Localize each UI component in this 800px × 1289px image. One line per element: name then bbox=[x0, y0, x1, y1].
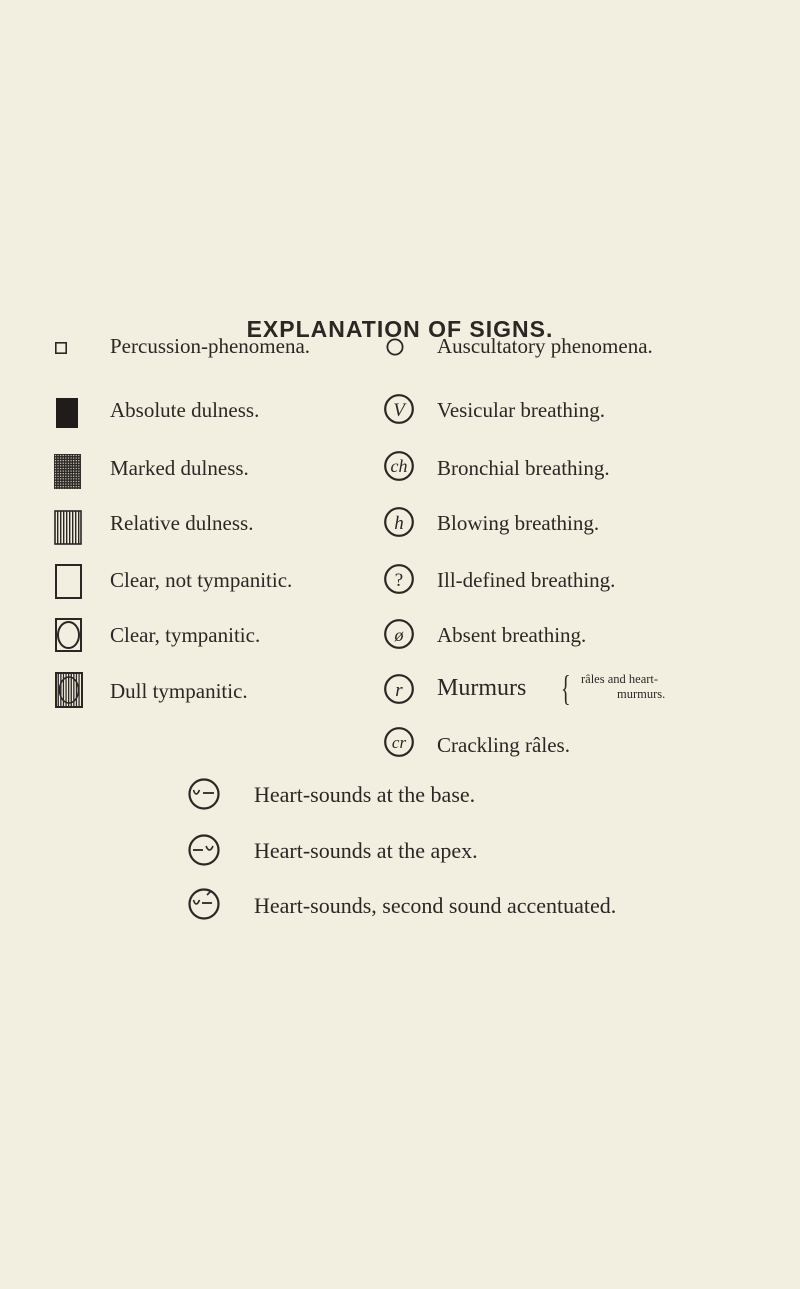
auscultation-label-murmurs: Murmurs bbox=[437, 675, 527, 701]
blowing-breathing-icon bbox=[383, 505, 415, 539]
percussion-label-absolute: Absolute dulness. bbox=[110, 398, 260, 422]
percussion-header: Percussion-phenomena. bbox=[110, 334, 311, 358]
heart-label-base: Heart-sounds at the base. bbox=[254, 782, 476, 807]
auscultation-label-ill-defined: Ill-defined breathing. bbox=[437, 568, 616, 592]
auscultation-label-bronchial: Bronchial breathing. bbox=[437, 456, 610, 480]
clear-tympanitic-icon bbox=[55, 618, 82, 652]
symbol-letter: h bbox=[394, 513, 404, 534]
symbol-letter: V bbox=[393, 400, 405, 421]
clear-not-tympanitic-icon bbox=[55, 564, 82, 599]
symbol-letter: ø bbox=[394, 625, 404, 645]
auscultation-label-blowing: Blowing breathing. bbox=[437, 511, 600, 535]
absent-breathing-icon bbox=[383, 617, 415, 651]
percussion-label-dull-tympanitic: Dull tympanitic. bbox=[110, 679, 248, 703]
page-title: EXPLANATION OF SIGNS. bbox=[246, 316, 554, 342]
percussion-header-square-icon bbox=[55, 342, 67, 354]
symbol-letter: ch bbox=[390, 456, 408, 476]
heart-sounds-accentuated-icon bbox=[187, 885, 221, 925]
absolute-dulness-icon bbox=[56, 398, 78, 428]
relative-dulness-icon bbox=[54, 510, 82, 545]
symbol-letter: cr bbox=[391, 733, 407, 752]
murmurs-detail-2: murmurs. bbox=[617, 687, 666, 701]
murmurs-icon bbox=[383, 672, 415, 706]
heart-sounds-apex-icon bbox=[187, 832, 221, 868]
auscultation-label-vesicular: Vesicular breathing. bbox=[437, 398, 605, 422]
bronchial-breathing-icon bbox=[383, 449, 415, 483]
symbol-letter: r bbox=[395, 680, 403, 701]
percussion-label-marked: Marked dulness. bbox=[110, 456, 249, 480]
marked-dulness-icon bbox=[54, 454, 81, 489]
brace-icon: { bbox=[561, 668, 571, 708]
percussion-label-clear-tympanitic: Clear, tympanitic. bbox=[110, 623, 261, 647]
crackling-rales-icon bbox=[383, 725, 415, 759]
auscultation-header-circle-icon bbox=[386, 338, 404, 356]
vesicular-breathing-icon bbox=[383, 392, 415, 426]
dull-tympanitic-icon bbox=[55, 672, 83, 708]
symbol-letter: ? bbox=[394, 570, 404, 591]
murmurs-detail-1: râles and heart- bbox=[581, 672, 659, 686]
percussion-label-clear: Clear, not tympanitic. bbox=[110, 568, 293, 592]
heart-label-accentuated: Heart-sounds, second sound accentuated. bbox=[254, 893, 617, 918]
heart-sounds-base-icon bbox=[187, 776, 221, 812]
auscultation-header: Auscultatory phenomena. bbox=[437, 334, 653, 358]
heart-label-apex: Heart-sounds at the apex. bbox=[254, 838, 478, 863]
auscultation-label-crackling: Crackling râles. bbox=[437, 733, 570, 757]
ill-defined-breathing-icon bbox=[383, 562, 415, 596]
percussion-label-relative: Relative dulness. bbox=[110, 511, 254, 535]
auscultation-label-absent: Absent breathing. bbox=[437, 623, 587, 647]
